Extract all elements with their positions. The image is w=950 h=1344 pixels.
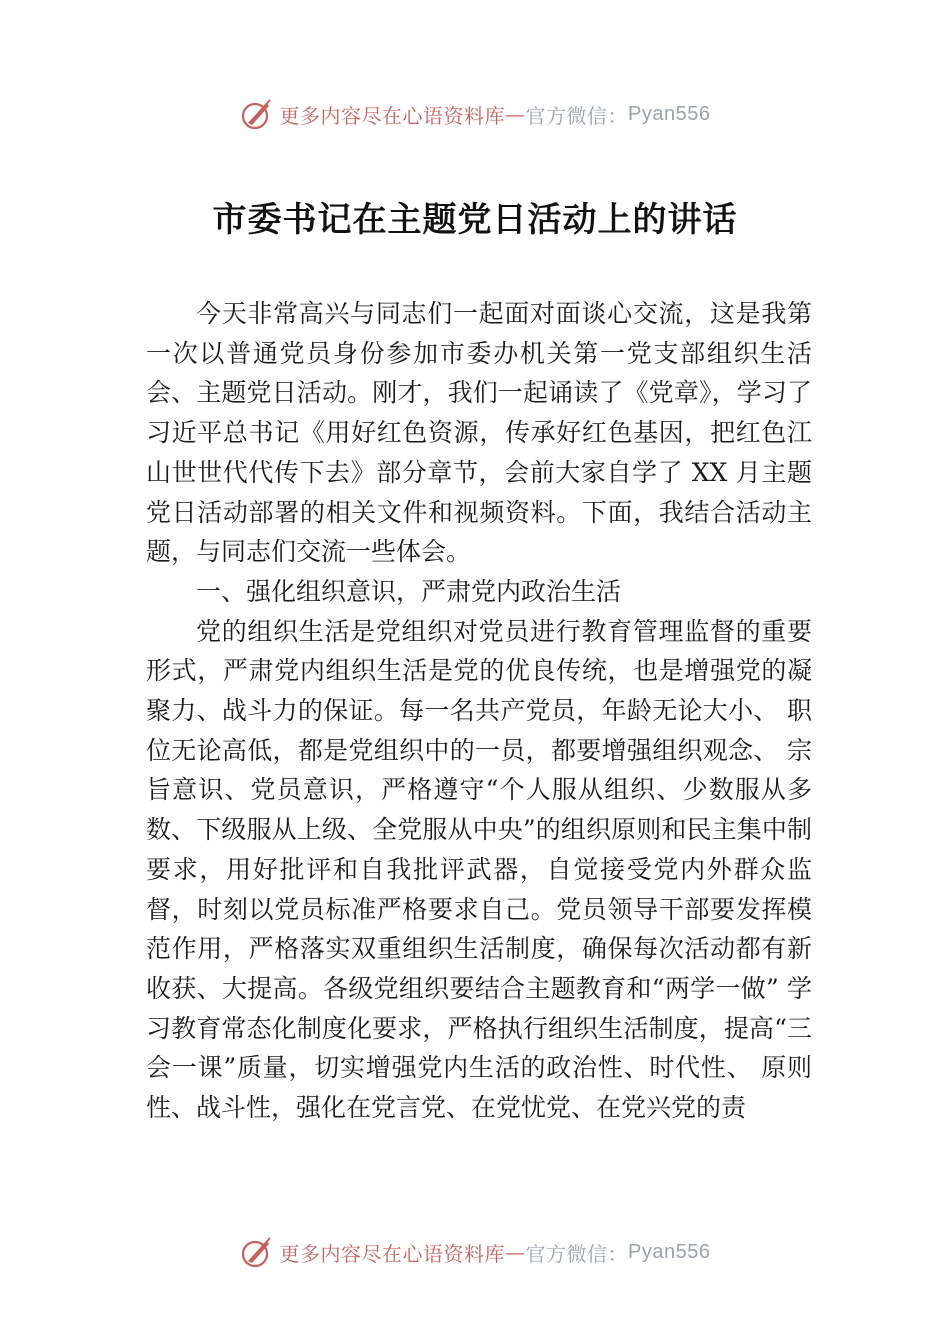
quill-logo-icon bbox=[240, 97, 274, 131]
watermark-dash: — bbox=[505, 1240, 526, 1264]
watermark-wechat-label: 官方微信： bbox=[525, 1241, 629, 1266]
section-heading-1: 一、强化组织意识，严肃党内政治生活 bbox=[196, 576, 622, 606]
paragraph-section-1: 党的组织生活是党组织对党员进行教育管理监督的重要形式，严肃党内组织生活是党的优良传统，也是增强党的凝聚力、战斗力的保证。每一名共产党员，年龄无论大小、 职位无论高低，都是党组织中的一员，都要增强组织观念、 宗旨意识、党员意识，严格遵守“个人服从组织、少数服从多数、下级服从上级、全党服从中央”的组织原则和民主集中制要求，用好批评和自我批评武器，自觉接受党内外群众监督，时刻以党员标准严格要求自己。党员领导干部要发挥模范作用，严格落实双重组织生活制度，确保每次活动都有新收获、大提高。各级党组织要结合主题教育和“两学一做” 学习教育常态化制度化要求，严格执行组织生活制度，提高“三会一课”质量，切实增强党内生活的政治性、时代性、 原则性、战斗性，强化在党言党、在党忧党、在党兴党的责 bbox=[146, 616, 812, 1123]
watermark-wechat-label: 官方微信： bbox=[525, 103, 629, 128]
watermark-brand: 更多内容尽在心语资料库 bbox=[279, 103, 506, 128]
watermark-bottom bbox=[0, 1232, 950, 1272]
document-title: 市委书记在主题党日活动上的讲话 bbox=[212, 200, 738, 240]
document-body bbox=[146, 294, 812, 1128]
watermark-wechat-id: Pyan556 bbox=[628, 1240, 711, 1263]
watermark-brand: 更多内容尽在心语资料库 bbox=[279, 1241, 506, 1266]
watermark-dash: — bbox=[505, 102, 526, 126]
paragraph-intro: 今天非常高兴与同志们一起面对面谈心交流，这是我第一次以普通党员身份参加市委办机关第一党支部组织生活会、主题党日活动。刚才，我们一起诵读了《党章》，学习了习近平总书记《用好红色资源，传承好红色基因，把红色江山世世代代传下去》部分章节，会前大家自学了 XX 月主题党日活动部署的相关文件和视频资料。下面，我结合活动主题，与同志们交流一些体会。 bbox=[146, 299, 812, 567]
quill-logo-icon bbox=[240, 1235, 274, 1269]
watermark-wechat-id: Pyan556 bbox=[628, 102, 711, 125]
watermark-top bbox=[0, 94, 950, 134]
